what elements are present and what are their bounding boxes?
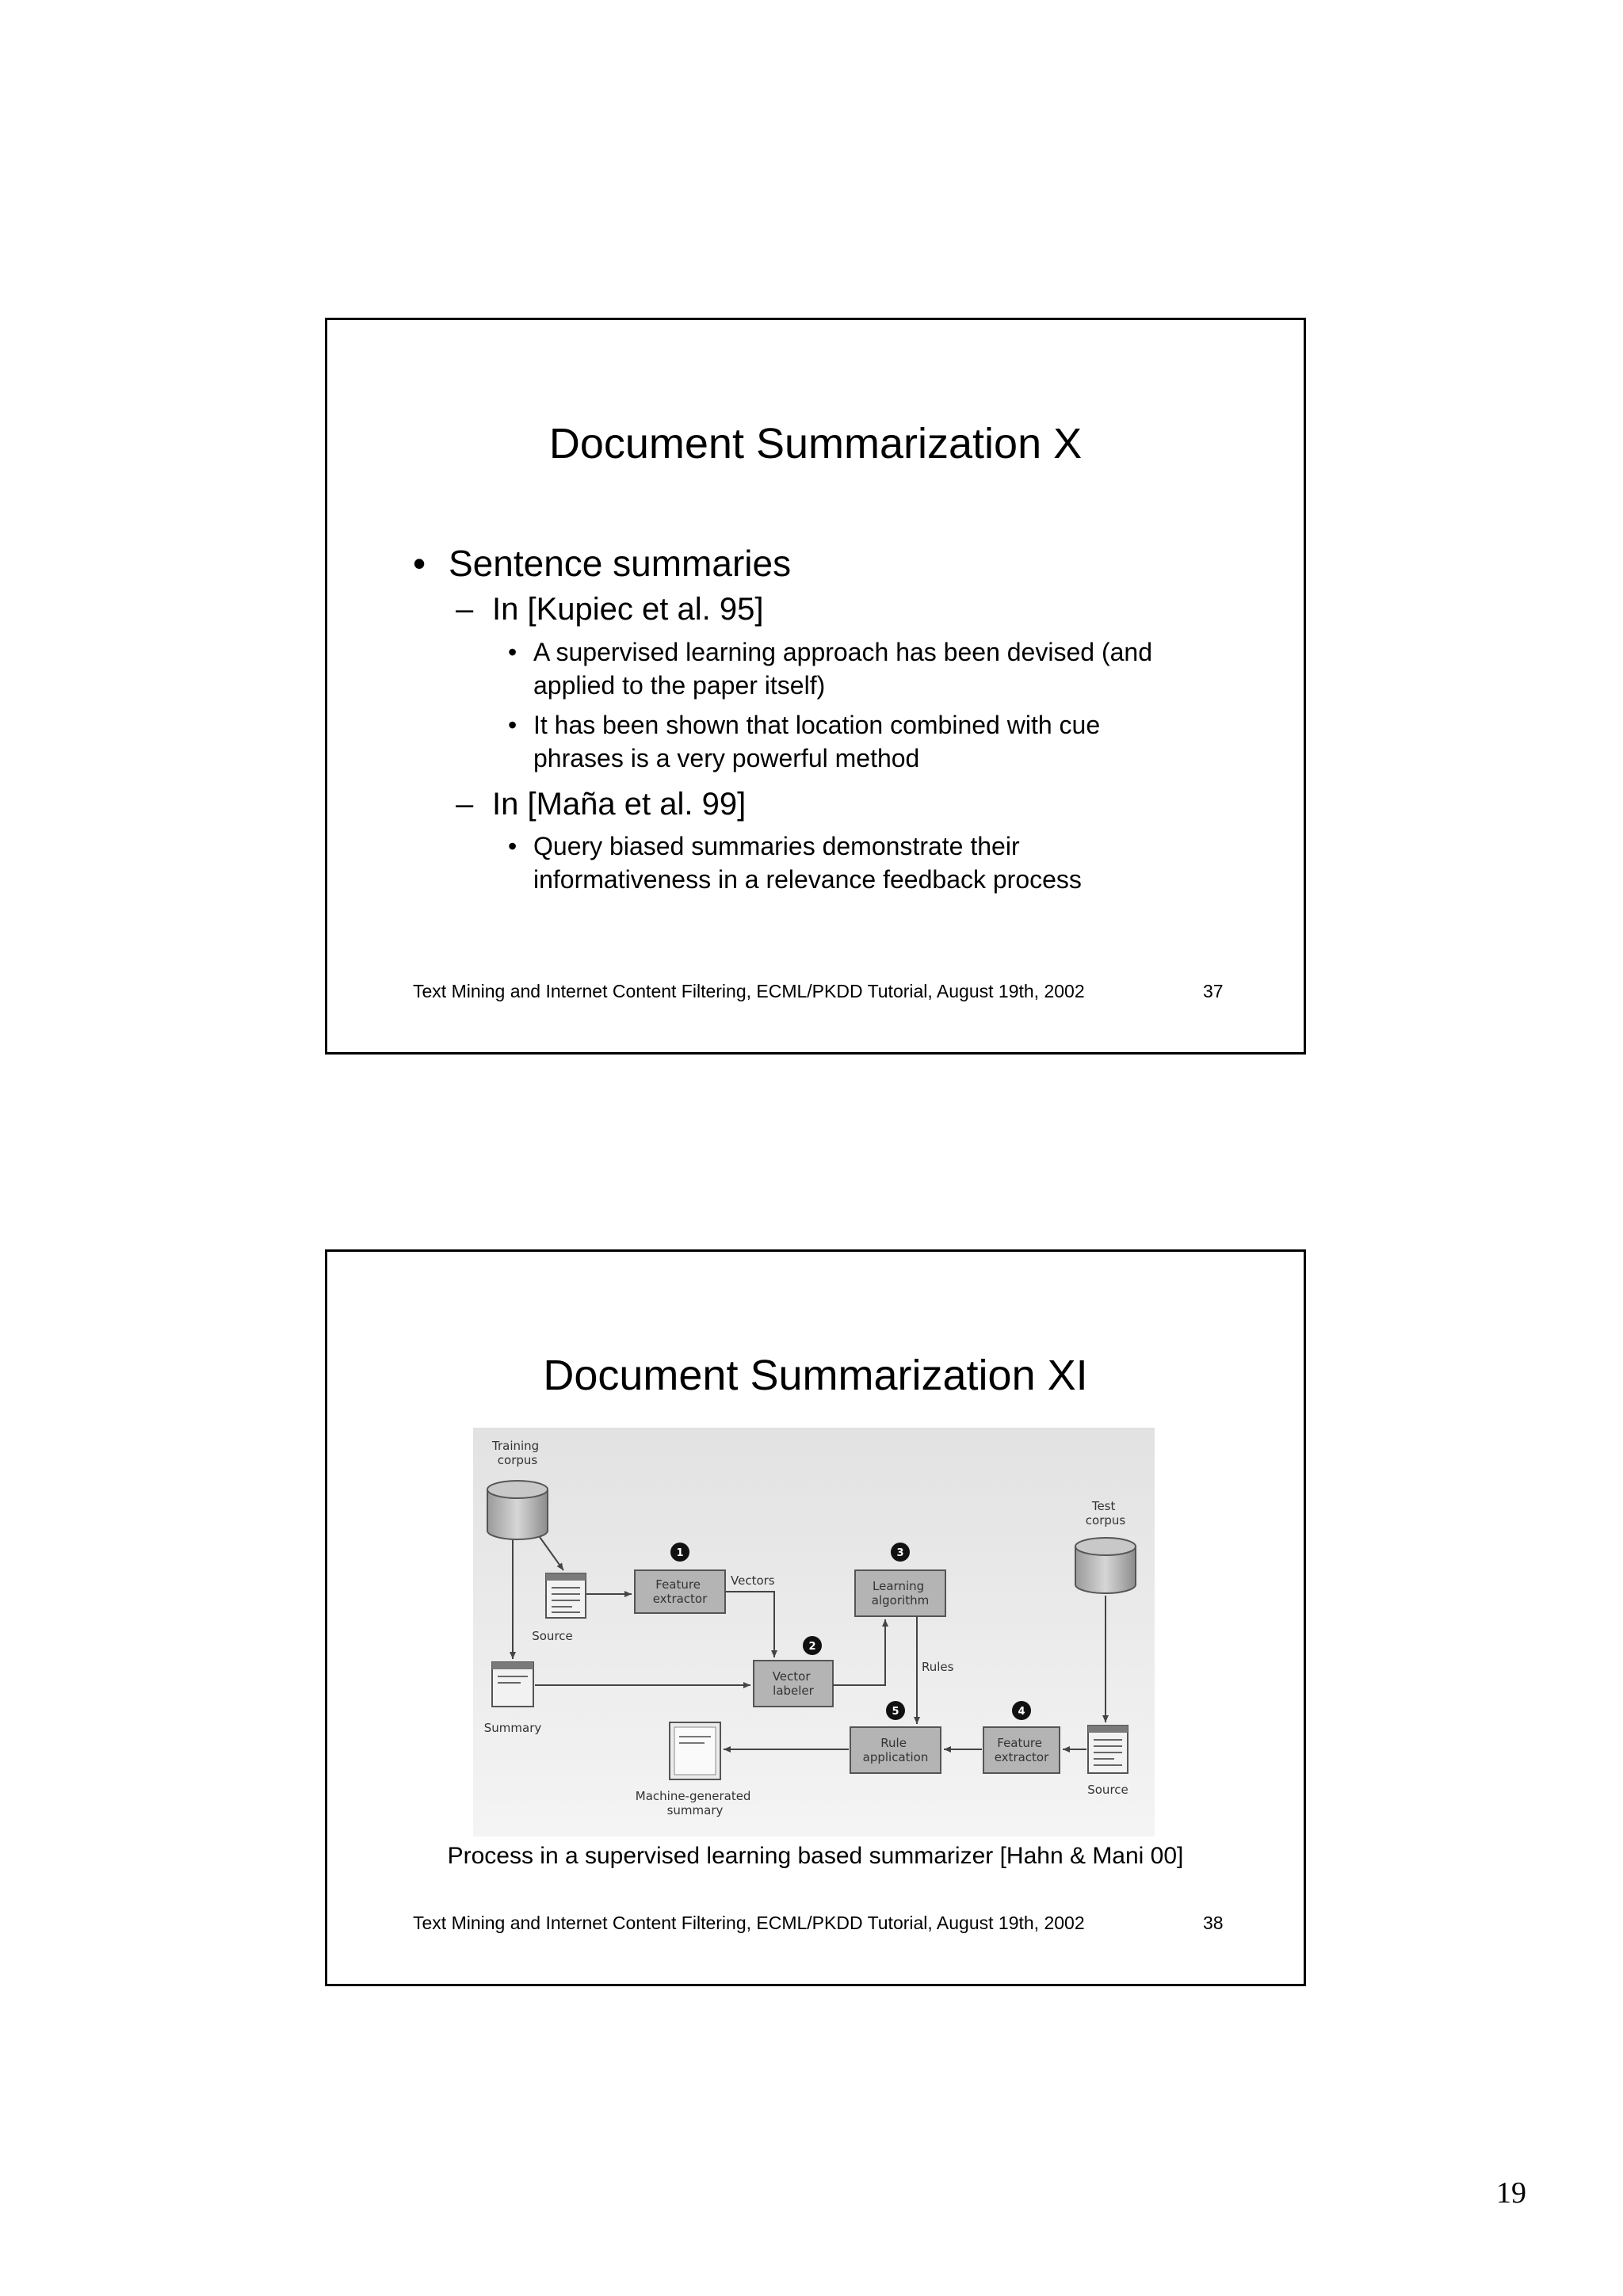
svg-text:Learning algorithm: Learning algorithm xyxy=(871,1579,930,1608)
svg-text:Rule application: Rule application xyxy=(862,1736,929,1764)
rules-label: Rules xyxy=(922,1660,954,1674)
bullet-text: Sentence summaries xyxy=(449,543,792,584)
svg-text:1: 1 xyxy=(676,1547,684,1559)
feature-extractor-box xyxy=(983,1727,1060,1773)
sub-bullet-text: In [Maña et al. 99] xyxy=(492,787,747,822)
summarizer-process-diagram xyxy=(473,1428,1155,1836)
test-corpus-database-icon xyxy=(1075,1538,1136,1593)
svg-text:4: 4 xyxy=(1018,1706,1025,1718)
source-document-icon xyxy=(1088,1726,1128,1773)
summary-document-icon xyxy=(492,1662,533,1707)
training-corpus-database-icon xyxy=(487,1481,548,1539)
step-4-badge xyxy=(1012,1701,1031,1720)
figure-caption: Process in a supervised learning based summarizer [Hahn & Mani 00] xyxy=(447,1843,1184,1869)
step-3-badge xyxy=(891,1543,910,1562)
slide-footer: Text Mining and Internet Content Filtering, ECML/PKDD Tutorial, August 19th, 2002 xyxy=(413,1913,1085,1933)
rule-application-box xyxy=(850,1727,941,1773)
source-label: Source xyxy=(532,1629,573,1643)
step-5-badge xyxy=(886,1701,905,1720)
training-corpus-label: Training corpus xyxy=(492,1439,540,1467)
bullet-text-line: applied to the paper itself) xyxy=(533,671,826,700)
bullet-text-line: It has been shown that location combined with cue xyxy=(533,711,1101,739)
svg-text:5: 5 xyxy=(892,1706,899,1718)
slide-title: Document Summarization XI xyxy=(543,1352,1088,1399)
bullet-text-line: informativeness in a relevance feedback process xyxy=(533,865,1082,894)
bullet-text-line: A supervised learning approach has been devised (and xyxy=(533,638,1152,666)
svg-text:Feature extractor: Feature extractor xyxy=(994,1736,1049,1764)
bullet-text-line: phrases is a very powerful method xyxy=(533,744,920,772)
slide-title: Document Summarization X xyxy=(548,420,1083,467)
bullet-text-line: Query biased summaries demonstrate their xyxy=(533,832,1020,860)
summary-label: Summary xyxy=(483,1721,542,1735)
machine-summary-document-icon xyxy=(670,1722,720,1779)
bullet-marker: • xyxy=(508,832,517,860)
svg-text:Feature extractor: Feature extractor xyxy=(652,1577,708,1606)
bullet-marker: • xyxy=(413,543,426,584)
vectors-label: Vectors xyxy=(731,1573,775,1588)
svg-text:2: 2 xyxy=(808,1641,816,1653)
machine-generated-summary-label: Machine-generated summary xyxy=(635,1789,751,1817)
svg-text:Vector labeler: Vector labeler xyxy=(772,1669,814,1698)
page-number: 19 xyxy=(1496,2176,1526,2210)
slide-38 xyxy=(325,1249,1306,1986)
slide-footer: Text Mining and Internet Content Filtering, ECML/PKDD Tutorial, August 19th, 2002 xyxy=(413,981,1085,1001)
vector-labeler-box xyxy=(754,1661,833,1707)
slide-number: 37 xyxy=(1203,981,1224,1001)
bullet-marker: • xyxy=(508,638,517,666)
step-1-badge xyxy=(670,1543,689,1562)
sub-bullet-text: In [Kupiec et al. 95] xyxy=(492,592,764,627)
slide-number: 38 xyxy=(1203,1913,1224,1933)
dash-marker: – xyxy=(456,787,474,822)
bullet-marker: • xyxy=(508,711,517,739)
source-label: Source xyxy=(1087,1783,1128,1797)
svg-text:3: 3 xyxy=(896,1547,904,1559)
learning-algorithm-box xyxy=(855,1570,945,1616)
test-corpus-label: Test corpus xyxy=(1085,1499,1126,1527)
slide-37 xyxy=(325,318,1306,1055)
feature-extractor-box xyxy=(635,1570,725,1613)
source-document-icon xyxy=(546,1573,586,1618)
step-2-badge xyxy=(803,1636,822,1655)
dash-marker: – xyxy=(456,592,474,627)
